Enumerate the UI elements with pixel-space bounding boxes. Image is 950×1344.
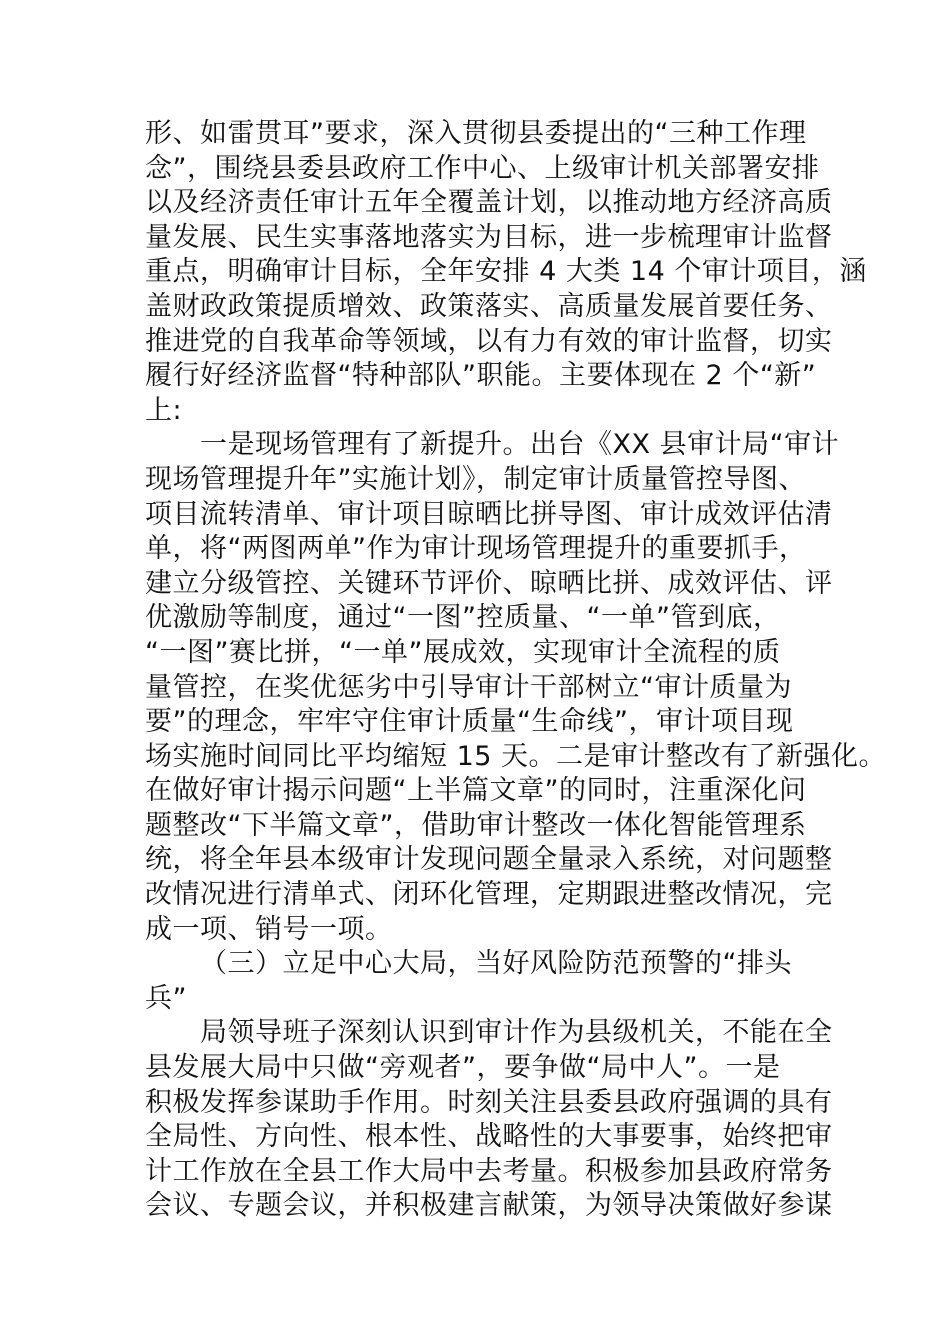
text-line: 在做好审计揭示问题“上半篇文章”的同时，注重深化问	[145, 775, 807, 807]
text-line: 单，将“两图两单”作为审计现场管理提升的重要抓手，	[145, 533, 807, 565]
text-line: 兵”	[145, 982, 187, 1014]
text-line: （三）立足中心大局，当好风险防范预警的“排头	[200, 948, 792, 980]
text-line: 全局性、方向性、根本性、战略性的大事要事，始终把审	[145, 1121, 833, 1153]
text-line: 县发展大局中只做“旁观者”，要争做“局中人”。一是	[145, 1052, 781, 1084]
text-line: “一图”赛比拼，“一单”展成效，实现审计全流程的质	[145, 636, 781, 668]
text-line: 统，将全年县本级审计发现问题全量录入系统，对问题整	[145, 844, 833, 876]
body-text	[145, 117, 887, 1224]
text-line: 一是现场管理有了新提升。出台《XX 县审计局“审计	[200, 429, 840, 461]
text-line: 以及经济责任审计五年全覆盖计划，以推动地方经济高质	[145, 187, 833, 219]
text-line: 计工作放在全县工作大局中去考量。积极参加县政府常务	[145, 1155, 833, 1187]
text-line: 念”，围绕县委县政府工作中心、上级审计机关部署安排	[145, 152, 820, 184]
text-line: 题整改“下半篇文章”，借助审计整改一体化智能管理系	[145, 809, 807, 841]
text-line: 项目流转清单、审计项目晾晒比拼导图、审计成效评估清	[145, 498, 833, 530]
text-line: 会议、专题会议，并积极建言献策，为领导决策做好参谋	[145, 1190, 833, 1222]
text-line: 场实施时间同比平均缩短 15 天。二是审计整改有了新强化。	[145, 740, 887, 772]
text-line: 上:	[145, 394, 183, 426]
text-line: 盖财政政策提质增效、政策落实、高质量发展首要任务、	[145, 290, 833, 322]
text-line: 量发展、民生实事落地落实为目标，进一步梳理审计监督	[145, 221, 833, 253]
text-line: 量管控，在奖优惩劣中引导审计干部树立“审计质量为	[145, 671, 792, 703]
text-line: 成一项、销号一项。	[145, 913, 393, 945]
text-line: 优激励等制度，通过“一图”控质量、“一单”管到底，	[145, 602, 781, 634]
text-line: 局领导班子深刻认识到审计作为县级机关，不能在全	[200, 1017, 833, 1049]
text-line: 履行好经济监督“特种部队”职能。主要体现在 2 个“新”	[145, 360, 817, 392]
text-line: 重点，明确审计目标，全年安排 4 大类 14 个审计项目，涵	[145, 256, 867, 288]
text-line: 形、如雷贯耳”要求，深入贯彻县委提出的“三种工作理	[145, 118, 807, 149]
text-line: 改情况进行清单式、闭环化管理，定期跟进整改情况，完	[145, 879, 833, 911]
text-line: 建立分级管控、关键环节评价、晾晒比拼、成效评估、评	[145, 567, 833, 599]
text-line: 推进党的自我革命等领域，以有力有效的审计监督，切实	[145, 325, 833, 357]
text-line: 要”的理念，牢牢守住审计质量“生命线”，审计项目现	[145, 706, 794, 738]
text-line: 现场管理提升年”实施计划》，制定审计质量管控导图、	[145, 463, 806, 495]
text-line: 积极发挥参谋助手作用。时刻关注县委县政府强调的具有	[145, 1086, 833, 1118]
